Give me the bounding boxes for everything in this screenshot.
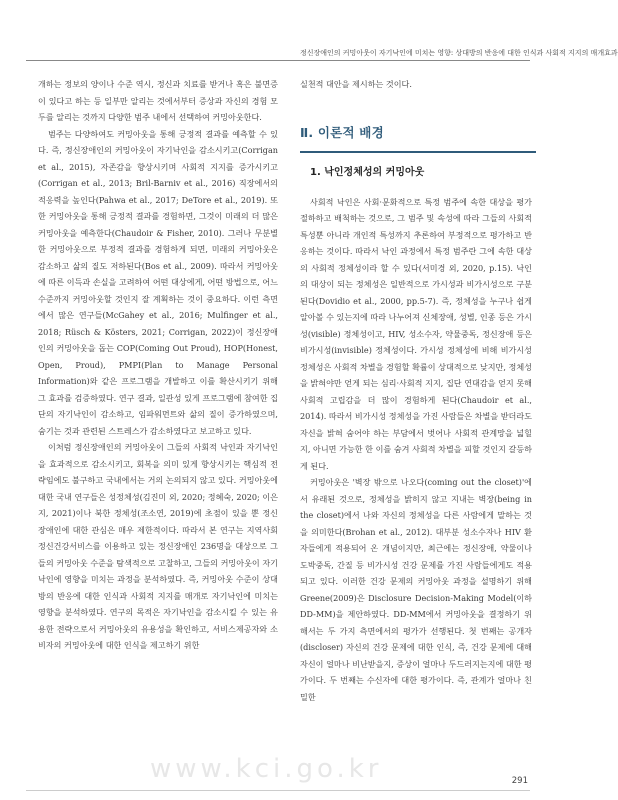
- body-paragraph: 커밍아웃은 '벽장 밖으로 나오다(coming out the closet)'에서 유래된 것으로, 정체성을 밝히지 않고 지내는 벽장(being in the closet)에서 나와 자신의 정체성을 다른 사람에게 말하는 것을 의미한다(Brohan et al., 2012). 대부분 성소수자나 HIV 환자들에게 적용되어 온 개념이지만, 최근에는 정신장애, 약물이나 도박중독, 간질 등 비가시성 건강 문제를 가진 사람들에게도 적용되고 있다. 이러한 건강 문제의 커밍아웃 과정을 설명하기 위해 Greene(2009)은 Disclosure Decision-Making Model(이하 DD-MM)을 제안하였다. DD-MM에서 커밍아웃을 결정하기 위해서는 두 가지 측면에서의 평가가 선행된다. 첫 번째는 공개자(discloser) 자신의 건강 문제에 대한 인식, 즉, 건강 문제에 대해 자신이 얼마나 비난받을지, 증상이 얼마나 두드러지는지에 대한 평가이다. 두 번째는 수신자에 대한 평가이다. 즉, 관계가 얼마나 친밀한: [300, 477, 532, 702]
- subsection-heading: 1. 낙인정체성의 커밍아웃: [310, 167, 425, 178]
- body-paragraph: 사회적 낙인은 사회·문화적으로 특정 범주에 속한 대상을 평가절하하고 배척하는 것으로, 그 범주 및 속성에 따라 그들의 사회적 특성뿐 아니라 개인적 특성까지 추론하여 부정적으로 평가하고 반응하는 것이다. 따라서 낙인 과정에서 특정 범주란 그에 속한 대상의 사회적 정체성이라 할 수 있다(서미경 외, 2020, p.15). 낙인의 대상이 되는 정체성은 일반적으로 가시성과 비가시성으로 구분된다(Dovidio et al., 2000, pp.5-7). 즉, 정체성을 누구나 쉽게 알아볼 수 있는지에 따라 나누어져 신체장애, 성별, 인종 등은 가시성(visible) 정체성이고, HIV, 성소수자, 약물중독, 정신장애 등은 비가시성(invisible) 정체성이다. 가시성 정체성에 비해 비가시성 정체성은 사회적 차별을 경험할 확률이 상대적으로 낮지만, 정체성을 밝혀야만 얻게 되는 심리·사회적 지지, 집단 연대감을 얻지 못해 사회적 고립감을 더 많이 경험하게 된다(Chaudoir et al., 2014). 따라서 비가시성 정체성을 가진 사람들은 차별을 받더라도 자신을 밝혀 숨어야 하는 부담에서 벗어나 사회적 관계망을 넓힐지, 아니면 가능한 한 이를 숨겨 사회적 차별을 피할 것인지 갈등하게 된다.: [300, 196, 532, 471]
- body-paragraph: 범주는 다양하여도 커밍아웃을 통해 긍정적 결과를 예측할 수 있다. 즉, 정신장애인의 커밍아웃이 자기낙인을 감소시키고(Corrigan et al., 2015), 자존감을 향상시키며 사회적 지지를 증가시키고(Corrigan et al., 2013; Bril-Barniv et al., 2016) 직장에서의 적응력을 높인다(Pahwa et al., 2017; DeTore et al., 2019). 또한 커밍아웃을 통해 긍정적 결과를 경험하면, 그것이 미래의 더 많은 커밍아웃을 예측한다(Chaudoir & Fisher, 2010). 그러나 무분별한 커밍아웃으로 부정적 결과를 경험하게 되면, 미래의 커밍아웃은 감소하고 삶의 질도 저하된다(Bos et al., 2009). 따라서 커밍아웃에 따른 이득과 손실을 고려하여 어떤 대상에게, 어떤 방법으로, 어느 수준까지 커밍아웃할 것인지 잘 계획하는 것이 중요하다. 이런 측면에서 많은 연구들(McGahey et al., 2016; Mulfinger et al., 2018; Rüsch & Kösters, 2021; Corrigan, 2022)이 정신장애인의 커밍아웃을 돕는 COP(Coming Out Proud), HOP(Honest, Open, Proud), PMPI(Plan to Manage Personal Information)와 같은 프로그램을 개발하고 이를 확산시키기 위해 그 효과를 검증하였다. 연구 결과, 일관성 있게 프로그램에 참여한 집단의 자기낙인이 감소하고, 임파워먼트와 삶의 질이 증가하였으며, 숨기는 것과 관련된 스트레스가 감소하였다고 보고하고 있다.: [38, 128, 278, 436]
- section-heading: Ⅱ. 이론적 배경: [300, 124, 384, 140]
- body-paragraph: 실천적 대안을 제시하는 것이다.: [300, 79, 412, 89]
- section-underline: [300, 151, 536, 153]
- header-divider: [26, 60, 530, 61]
- footer-divider: [26, 790, 530, 791]
- watermark: www.kci.go.kr: [150, 754, 383, 784]
- running-header: 정신장애인의 커밍아웃이 자기낙인에 미치는 영향: 상대방의 반응에 대한 인식과 사회적 지지의 매개효과: [300, 49, 618, 57]
- body-paragraph: 이처럼 정신장애인의 커밍아웃이 그들의 사회적 낙인과 자기낙인을 효과적으로 감소시키고, 회복을 의미 있게 향상시키는 핵심적 전략임에도 불구하고 국내에서는 거의 논의되지 않고 있다. 커밍아웃에 대한 국내 연구들은 성정체성(김진미 외, 2020; 정혜숙, 2020; 이은지, 2021)이나 북한 정체성(조소연, 2019)에 초점이 있을 뿐 정신장애인에 대한 관심은 매우 제한적이다. 따라서 본 연구는 지역사회 정신건강서비스를 이용하고 있는 정신장애인 236명을 대상으로 그들의 커밍아웃 수준을 탐색적으로 고찰하고, 그들의 커밍아웃이 자기낙인에 영향을 미치는 과정을 분석하였다. 즉, 커밍아웃 수준이 상대방의 반응에 대한 인식과 사회적 지지를 매개로 자기낙인에 미치는 영향을 분석하였다. 연구의 목적은 자기낙인을 감소시킬 수 있는 유용한 전략으로서 커밍아웃의 유용성을 확인하고, 서비스제공자와 소비자의 커밍아웃에 대한 인식을 제고하기 위한: [38, 442, 278, 650]
- left-column: [38, 76, 278, 654]
- page-number: 291: [511, 776, 528, 786]
- body-paragraph: 개하는 정보의 양이나 수준 역시, 정신과 치료를 받거나 혹은 불면증이 있다고 하는 등 일부만 알리는 것에서부터 증상과 자신의 경험 모두를 알리는 것까지 다양한 범주 내에서 선택하여 커밍아웃한다.: [38, 79, 278, 122]
- right-column: [300, 76, 532, 705]
